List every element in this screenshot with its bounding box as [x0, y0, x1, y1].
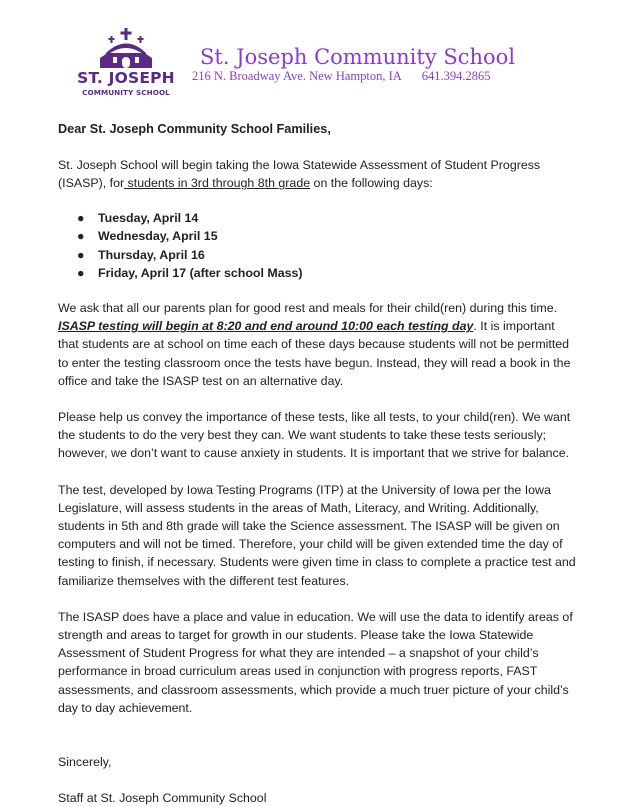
value-paragraph: The ISASP does have a place and value in education. We will use the data to identify areas of strength and areas to target for growth in our students. Please take the Iowa Statewide Assessment of Student Progress for what they are intended – a snapshot of your child’s performance in broad curriculum areas used in conjunction with progress reports, FAST assessments, and classroom assessments, which provide a much truer picture of your child’s day to day achievement.	[58, 609, 573, 715]
school-contact	[192, 69, 491, 84]
list-item: ● Thursday, April 16	[58, 246, 578, 265]
testing-time-emphasis: ISASP testing will begin at 8:20 and end around 10:00 each testing day	[58, 319, 474, 334]
school-name: St. Joseph Community School	[200, 45, 516, 69]
letter-body	[58, 120, 578, 807]
school-phone: 641.394.2865	[421, 69, 491, 83]
school-address: 216 N. Broadway Ave. New Hampton, IA	[192, 69, 402, 83]
bullet-icon: ●	[77, 247, 85, 262]
intro-underlined-grades: students in 3rd through 8th grade	[124, 176, 311, 191]
school-logo	[76, 26, 176, 106]
list-item: ● Tuesday, April 14	[58, 209, 578, 228]
rest-and-timing-paragraph: We ask that all our parents plan for good rest and meals for their child(ren) during this time. ISASP testing will begin at 8:20 and end around 10:00 each testing day. It is important that students are at school on time each of these days because students will not be permitted to enter the testing classroom once the tests have begun. Instead, they will read a book in the office and take the ISASP test on an alternative day.	[58, 300, 571, 388]
bullet-icon: ●	[77, 266, 85, 281]
importance-paragraph: Please help us convey the importance of these tests, like all tests, to your child(ren). We want the students to do the very best they can. We want students to take these tests seriously; however, we don’t want to cause anxiety in students. It is important that we strive for balance.	[58, 410, 571, 461]
list-item: ● Friday, April 17 (after school Mass)	[58, 264, 578, 283]
intro-paragraph	[58, 156, 578, 192]
intro-text-end: on the following days:	[310, 176, 433, 191]
signature: Staff at St. Joseph Community School	[58, 791, 267, 806]
intro-text: St. Joseph School will begin taking the Iowa Statewide Assessment of Student Progress (ISASP), for	[58, 158, 541, 191]
bullet-icon: ●	[77, 229, 85, 244]
testing-days-list	[58, 209, 578, 283]
logo-text-st-joseph: ST. JOSEPH	[77, 69, 175, 87]
closing: Sincerely,	[58, 755, 112, 770]
bullet-icon: ●	[77, 210, 85, 225]
salutation: Dear St. Joseph Community School Families,	[58, 122, 331, 136]
list-item: ● Wednesday, April 15	[58, 227, 578, 246]
test-details-paragraph: The test, developed by Iowa Testing Programs (ITP) at the University of Iowa per the Iowa Legislature, will assess students in the areas of Math, Literacy, and Writing. Additionally, students in 5th and 8th grade will take the Science assessment. The ISASP will be given on computers and will not be timed. Therefore, your child will be given extended time the day of testing to finish, if necessary. Students were given time in class to complete a practice test and familiarize themselves with the different test features.	[58, 482, 576, 588]
church-icon	[76, 26, 176, 70]
logo-text-community-school: COMMUNITY SCHOOL	[82, 88, 170, 97]
